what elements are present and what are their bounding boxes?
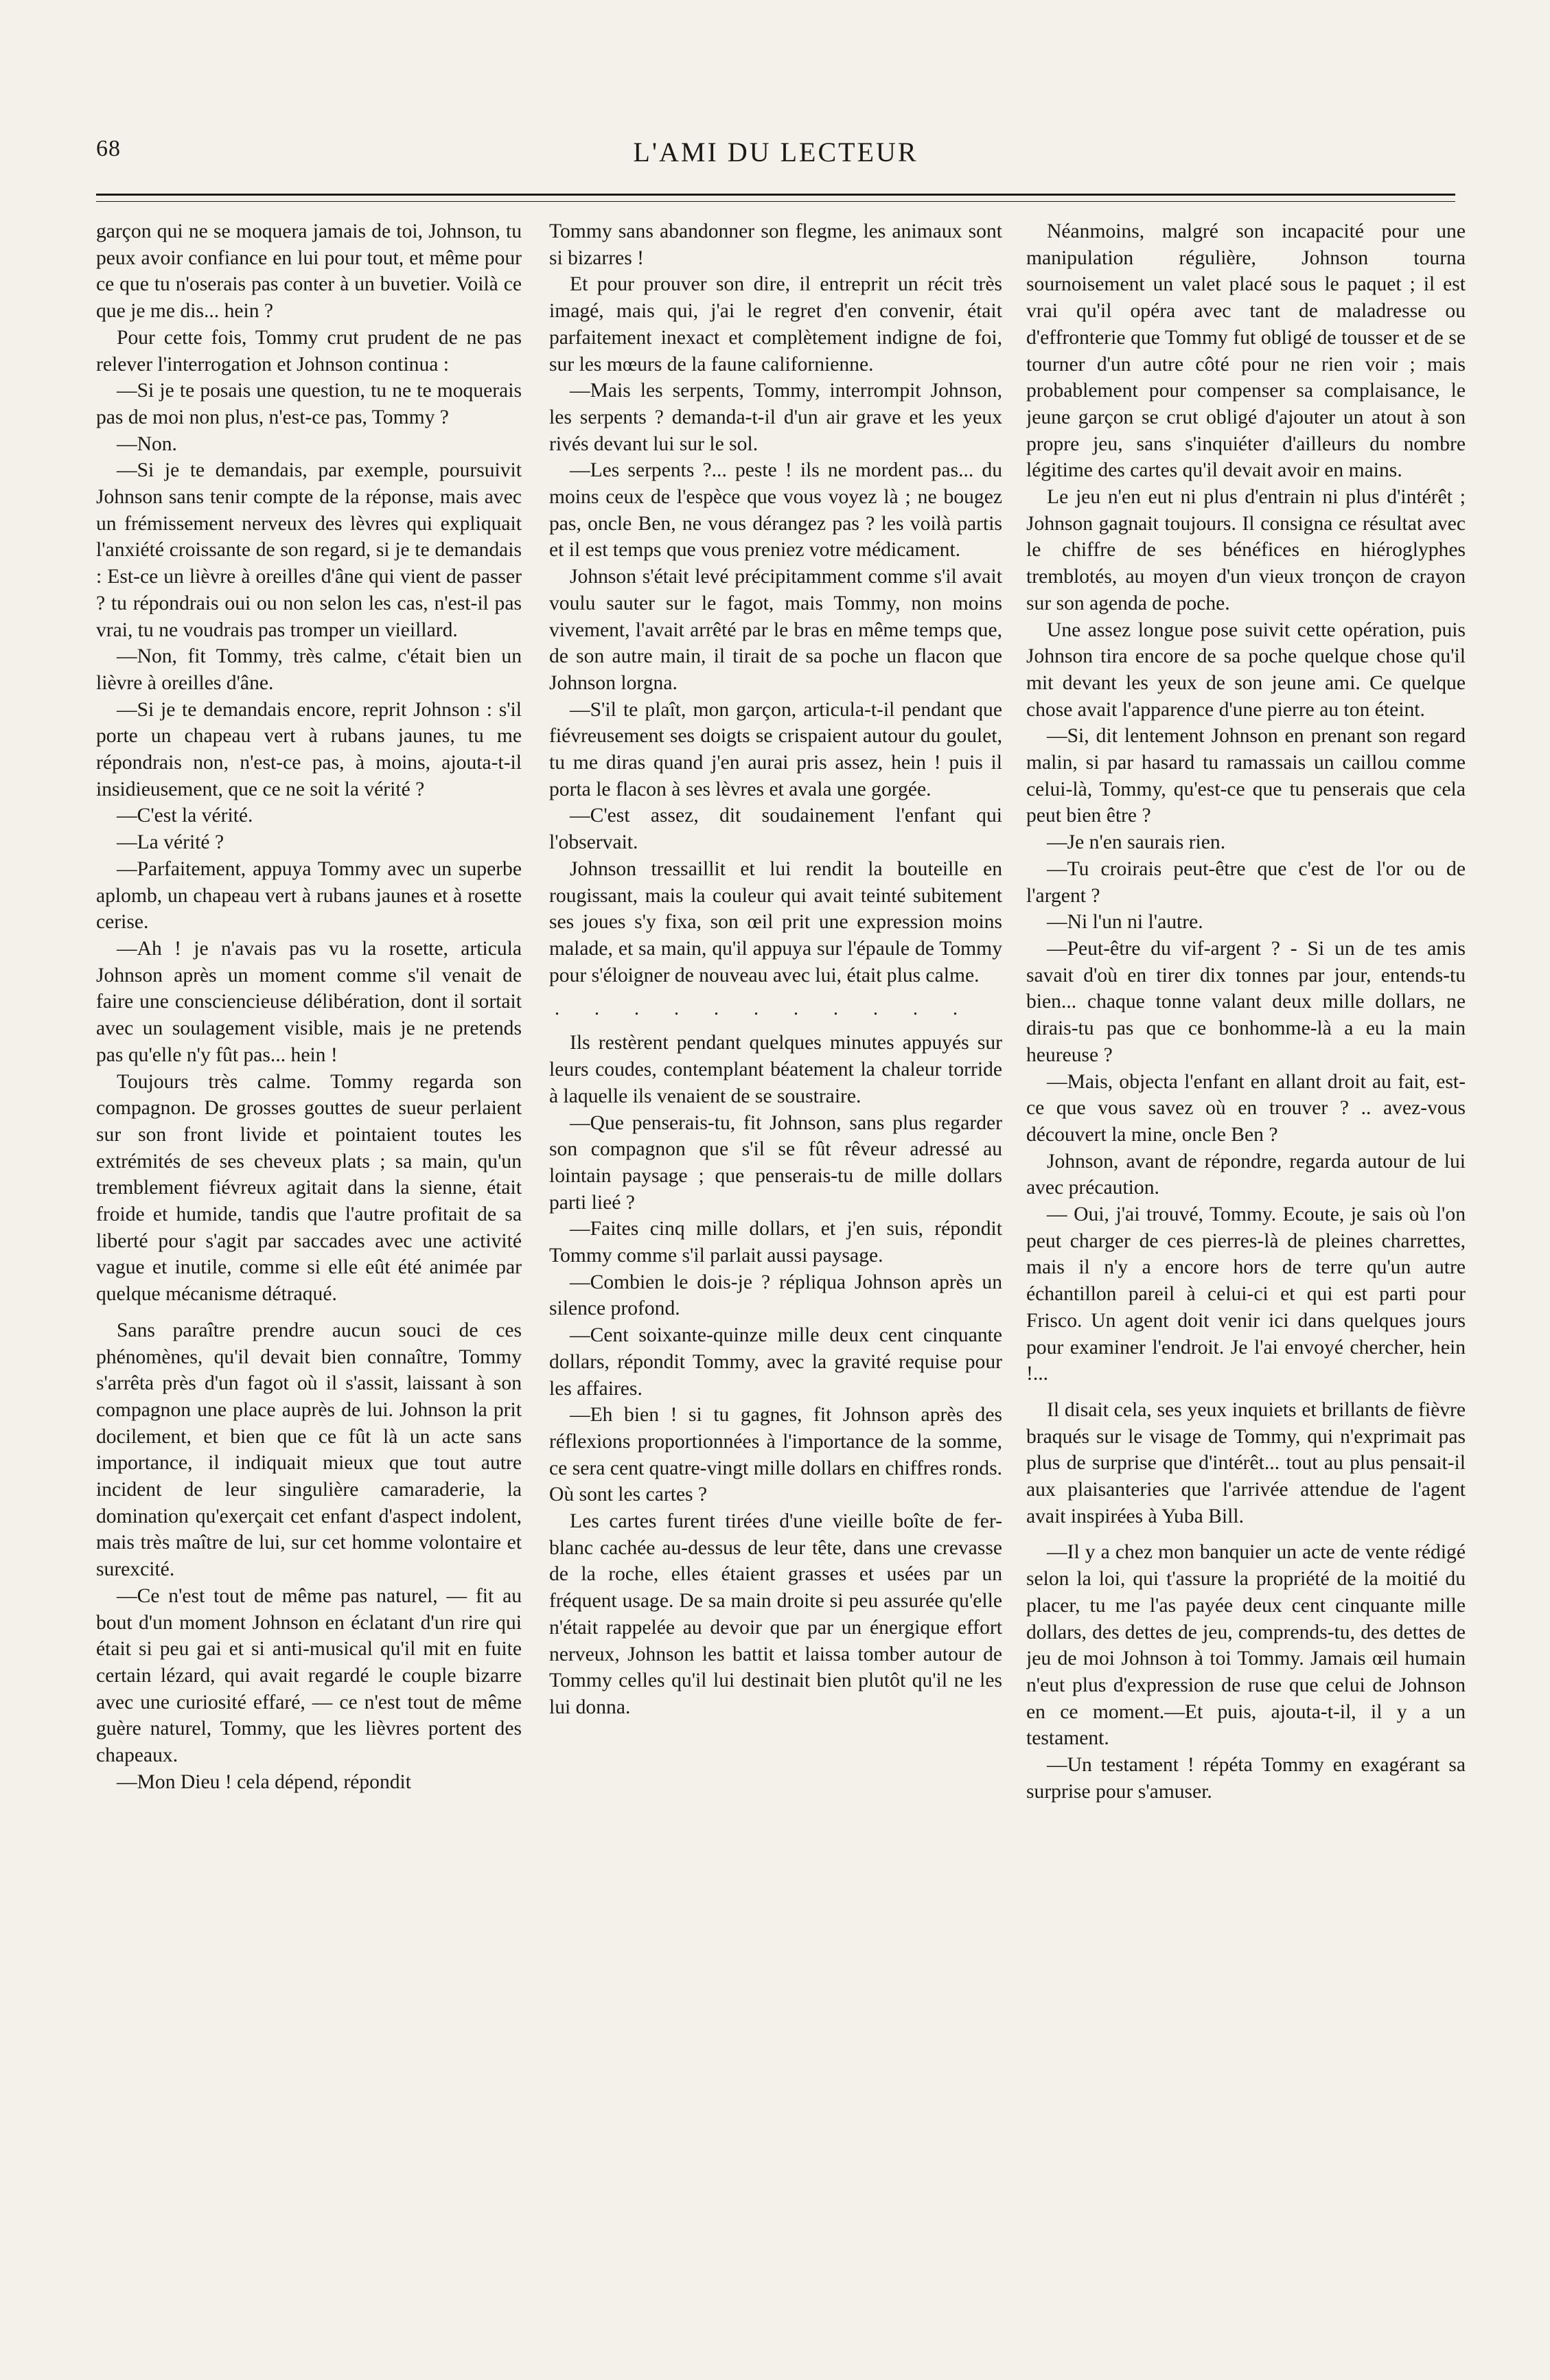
paragraph: Et pour prouver son dire, il entreprit un récit très imagé, mais qui, j'ai le regret d'en convenir, était parfaitement inexact et complètement indigne de foi, sur les mœurs de la faune californienne. <box>549 273 1002 376</box>
paragraph: —Ah ! je n'avais pas vu la rosette, articula Johnson après un moment comme s'il venait de faire une consciencieuse délibération, dont il sortait avec un soulagement visible, mais je ne pretends pas qu'elle n'y fût pas... hein ! <box>96 937 522 1066</box>
paragraph: —Faites cinq mille dollars, et j'en suis, répondit Tommy comme s'il parlait aussi paysage. <box>549 1218 1002 1267</box>
paragraph: —Mais, objecta l'enfant en allant droit au fait, est-ce que vous savez où en trouver ? .. avez-vous découvert la mine, oncle Ben ? <box>1026 1070 1466 1146</box>
paragraph: —Peut-être du vif-argent ? - Si un de tes amis savait d'où en tirer dix tonnes par jour, entends-tu bien... chaque tonne valant deux mille dollars, ne dirais-tu pas que ce bonhomme-là a eu la main heureuse ? <box>1026 937 1466 1066</box>
paragraph: —C'est assez, dit soudainement l'enfant qui l'observait. <box>549 805 1002 854</box>
page-header <box>96 136 1455 177</box>
column-left <box>96 218 522 2291</box>
paragraph: —Non. <box>117 432 177 455</box>
paragraph: —Si, dit lentement Johnson en prenant son regard malin, si par hasard tu ramassais un caillou comme celui-là, Tommy, qu'est-ce que tu penserais que cela peut bien être ? <box>1026 725 1466 827</box>
paragraph: —Parfaitement, appuya Tommy avec un superbe aplomb, un chapeau vert à rubans jaunes et à rosette cerise. <box>96 857 522 934</box>
paragraph: Néanmoins, malgré son incapacité pour une manipulation régulière, Johnson tourna sournoisement un valet placé sous le paquet ; il est vrai qu'il opéra avec tant de maladresse ou d'effronterie que Tommy fut obligé de tousser et de se tourner d'un autre côté pour ne rien voir ; mais probablement pour compenser sa complaisance, le jeune garçon se crut obligé d'ajouter un atout à son propre jeu, sans s'inquiéter d'ailleurs du nombre légitime des cartes qu'il devait avoir en mains. <box>1026 220 1466 482</box>
paragraph: —Les serpents ?... peste ! ils ne mordent pas... du moins ceux de l'espèce que vous voyez là ; ne bougez pas, oncle Ben, ne vous dérangez pas ? les voilà partis et il est temps que vous preniez votre médicament. <box>549 459 1002 562</box>
paragraph: —Il y a chez mon banquier un acte de vente rédigé selon la loi, qui t'assure la propriété de la moitié du placer, tu me l'as payée deux cent cinquante mille dollars, des dettes de jeu, comprends-tu, des dettes de jeu de moi Johnson à toi Tommy. Jamais œil humain n'eut plus d'expression de ruse que celui de Johnson en ce moment.—Et puis, ajouta-t-il, il y a un testament. <box>1026 1541 1466 1750</box>
paragraph: —Si je te demandais, par exemple, poursuivit Johnson sans tenir compte de la réponse, mais avec un frémissement nerveux des lèvres qui expliquait l'anxiété croissante de son regard, si je te demandais : Est-ce un lièvre à oreilles d'âne qui vient de passer ? tu répondrais oui ou non selon les cas, n'est-il pas vrai, tu ne voudrais pas tromper un vieillard. <box>96 459 522 641</box>
paragraph: Sans paraître prendre aucun souci de ces phénomènes, qu'il devait bien connaître, Tommy s'arrêta près d'un fagot où il s'assit, laissant à son compagnon une place auprès de lui. Johnson la prit docilement, et bien que ce fût là un acte sans importance, il indiquait mieux que tout autre incident de leur singulière camaraderie, la domination qu'exerçait cet enfant d'aspect indolent, mais très maître de lui, sur cet homme volontaire et surexcité. <box>96 1319 522 1581</box>
paragraph: — Oui, j'ai trouvé, Tommy. Ecoute, je sais où l'on peut charger de ces pierres-là de pleines charrettes, mais il n'y a encore hors de terre qu'un autre échantillon pareil à celui-ci et qui est parti pour Frisco. Un agent doit venir ici dans quelques jours pour examiner l'endroit. Je l'ai envoyé chercher, hein !... <box>1026 1203 1466 1385</box>
paragraph: —Que penserais-tu, fit Johnson, sans plus regarder son compagnon que s'il se fût rêveur adressé au lointain paysage ; que penserais-tu de mille dollars parti lieé ? <box>549 1111 1002 1214</box>
paragraph: Pour cette fois, Tommy crut prudent de ne pas relever l'interrogation et Johnson continua : <box>96 326 522 376</box>
column-middle <box>549 218 1002 2291</box>
paragraph: —Je n'en saurais rien. <box>1047 831 1226 854</box>
paragraph: —Combien le dois-je ? répliqua Johnson après un silence profond. <box>549 1271 1002 1320</box>
paragraph: Ils restèrent pendant quelques minutes appuyés sur leurs coudes, contemplant béatement la chaleur torride à laquelle ils venaient de se soustraire. <box>549 1032 1002 1107</box>
paragraph: —Tu croirais peut-être que c'est de l'or ou de l'argent ? <box>1026 857 1466 907</box>
paragraph: —S'il te plaît, mon garçon, articula-t-il pendant que fiévreusement ses doigts se crispaient autour du goulet, tu me diras quand j'en aurai pris assez, hein ! puis il porta le flacon à ses lèvres et avala une gorgée. <box>549 698 1002 800</box>
paragraph: —Ni l'un ni l'autre. <box>1047 911 1203 934</box>
journal-title: L'AMI DU LECTEUR <box>633 137 918 167</box>
paragraph: —Si je te posais une question, tu ne te moquerais pas de moi non plus, n'est-ce pas, Tommy ? <box>96 380 522 428</box>
header-rule <box>96 194 1455 202</box>
paragraph: Toujours très calme. Tommy regarda son compagnon. De grosses gouttes de sueur perlaient sur son front livide et pointaient toutes les extrémités de ses cheveux plats ; sa main, qu'un tremblement fiévreux agitait dans la sienne, était froide et humide, tandis que l'autre profitait de sa liberté pour s'agit par saccades avec une activité vague et inutile, comme si elle eût été animée par quelque mécanisme détraqué. <box>96 1070 522 1306</box>
paragraph: garçon qui ne se moquera jamais de toi, Johnson, tu peux avoir confiance en lui pour tout, et même pour ce que tu n'oserais pas conter à un buvetier. Voilà ce que je me dis... hein ? <box>96 220 522 323</box>
paragraph: Le jeu n'en eut ni plus d'entrain ni plus d'intérêt ; Johnson gagnait toujours. Il consigna ce résultat avec le chiffre de ses bénéfices en hiéroglyphes tremblotés, au moyen d'un vieux tronçon de crayon sur son agenda de poche. <box>1026 486 1466 614</box>
section-separator: . . . . . . . . . . . <box>555 998 973 1020</box>
paragraph: —C'est la vérité. <box>117 805 253 827</box>
paragraph: Il disait cela, ses yeux inquiets et brillants de fièvre braqués sur le visage de Tommy, qui n'exprimait pas plus de surprise que d'intérêt... tout au plus pensait-il aux plaisanteries que l'arrivée attendue de l'agent avait inspirées à Yuba Bill. <box>1026 1398 1466 1527</box>
paragraph: —Mais les serpents, Tommy, interrompit Johnson, les serpents ? demanda-t-il d'un air grave et les yeux rivés devant lui sur le sol. <box>549 380 1002 455</box>
paragraph: —La vérité ? <box>117 831 224 854</box>
paragraph: —Cent soixante-quinze mille deux cent cinquante dollars, répondit Tommy, avec la gravité requise pour les affaires. <box>549 1324 1002 1400</box>
paragraph: Johnson tressaillit et lui rendit la bouteille en rougissant, mais la couleur qui avait teinté subitement ses joues s'y fixa, son œil prit une expression moins malade, et sa main, qu'il appuya sur l'épaule de Tommy pour s'éloigner de nouveau avec lui, était plus calme. <box>549 857 1002 986</box>
paragraph: Johnson, avant de répondre, regarda autour de lui avec précaution. <box>1026 1150 1466 1199</box>
paragraph: —Si je te demandais encore, reprit Johnson : s'il porte un chapeau vert à rubans jaunes, tu me répondrais non, n'est-ce pas, à moins, ajouta-t-il insidieusement, que ce ne soit la vérité ? <box>96 698 522 800</box>
paragraph: Johnson s'était levé précipitamment comme s'il avait voulu sauter sur le fagot, mais Tommy, non moins vivement, l'avait arrêté par le bras en même temps que, de son autre main, il tirait de sa poche un flacon que Johnson lorgna. <box>549 566 1002 694</box>
paragraph: —Un testament ! répéta Tommy en exagérant sa surprise pour s'amuser. <box>1026 1754 1466 1803</box>
paragraph: —Eh bien ! si tu gagnes, fit Johnson après des réflexions proportionnées à l'importance de la somme, ce sera cent quatre-vingt mille dollars en chiffres ronds. Où sont les cartes ? <box>549 1404 1002 1506</box>
page-number: 68 <box>96 136 121 161</box>
paragraph: Tommy sans abandonner son flegme, les animaux sont si bizarres ! <box>549 220 1002 269</box>
column-right <box>1026 218 1466 2291</box>
text-columns <box>96 218 1466 2291</box>
paragraph: Les cartes furent tirées d'une vieille boîte de fer-blanc cachée au-dessus de leur tête, dans une crevasse de la roche, elles étaient grasses et usées par un fréquent usage. De sa main droite si peu assurée qu'elle n'était rappelée au devoir que par un énergique effort nerveux, Johnson les battit et laissa tomber autour de Tommy celles qu'il lui destinait bien plutôt qu'il ne les lui donna. <box>549 1510 1002 1718</box>
paragraph: —Mon Dieu ! cela dépend, répondit <box>117 1770 411 1793</box>
paragraph: —Ce n'est tout de même pas naturel, — fit au bout d'un moment Johnson en éclatant d'un rire qui était si peu gai et si anti-musical qu'il mit en fuite certain lézard, qui avait regardé le couple bizarre avec une curiosité effaré, — ce n'est tout de même guère naturel, Tommy, que les lièvres portent des chapeaux. <box>96 1584 522 1767</box>
paragraph: Une assez longue pose suivit cette opération, puis Johnson tira encore de sa poche quelque chose qu'il mit devant les yeux de son jeune ami. Ce quelque chose avait l'apparence d'une pierre au ton éteint. <box>1026 619 1466 721</box>
paragraph: —Non, fit Tommy, très calme, c'était bien un lièvre à oreilles d'âne. <box>96 645 522 694</box>
